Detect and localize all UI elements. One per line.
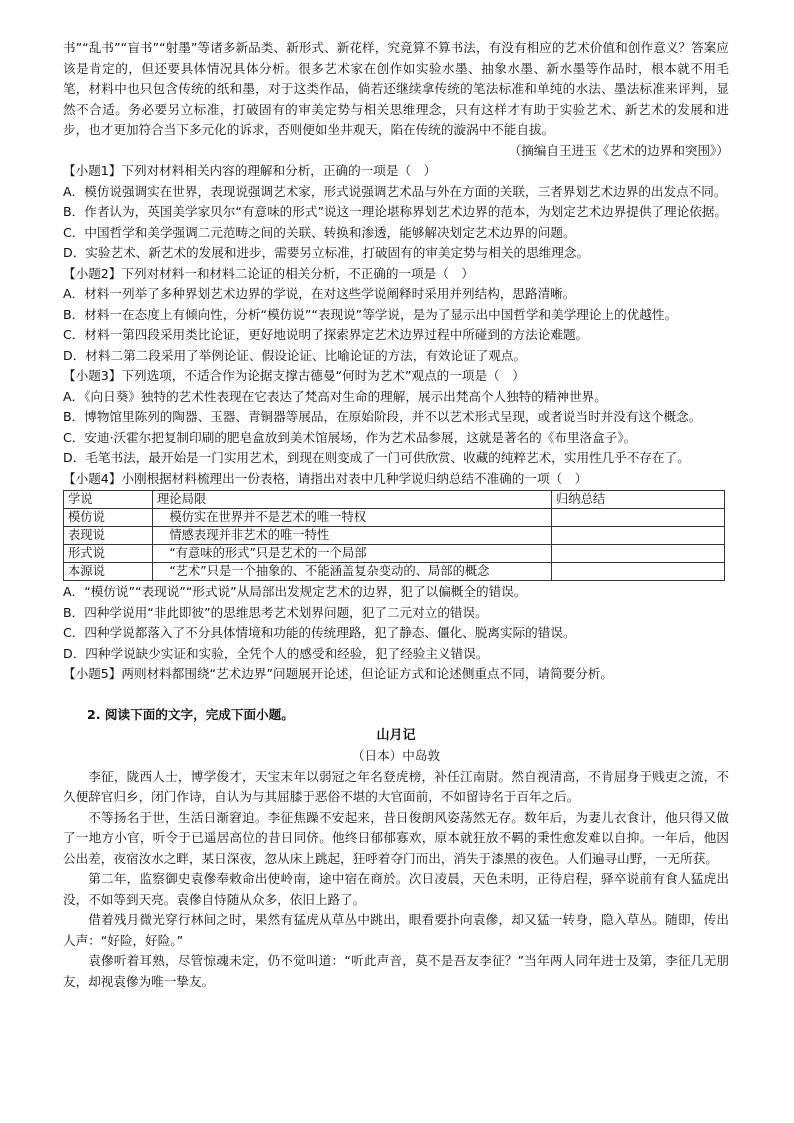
question-2-option-b[interactable]: B．材料一在态度上有倾向性，分析“模仿说”“表现说”等学说，是为了显示出中国哲学和美学理论上的优越性。 xyxy=(63,306,678,322)
question-3-option-d[interactable]: D．毛笔书法，最开始是一门实用艺术，到现在则变成了一门可供欣赏、收藏的纯粹艺术，实用性几乎不存在了。 xyxy=(63,450,690,465)
question-2-stem: 【小题2】下列对材料一和材料二论证的相关分析，不正确的一项是（ ） xyxy=(63,265,475,281)
question-4-option-d[interactable]: D．四种学说缺少实证和实验，全凭个人的感受和经验，犯了经验主义错误。 xyxy=(63,645,489,661)
table-row xyxy=(64,563,725,581)
table-cell xyxy=(153,563,552,581)
table-row xyxy=(64,509,725,527)
table-cell-answer[interactable] xyxy=(552,563,725,581)
question-1-option-b[interactable]: B．作者认为，英国美学家贝尔“有意味的形式”说这一理论堪称界划艺术边界的范本，为划定艺术边界提供了理论依据。 xyxy=(63,204,727,219)
table-cell-text: 模仿实在世界并不是艺术的唯一特权 xyxy=(169,510,367,524)
story-paragraph: 不等扬名于世，生活日渐窘迫。李征焦躁不安起来，昔日俊朗风姿荡然无存。数年后，为妻儿衣食计，他只得又做了一地方小官，听令于已遥居高位的昔日同侪。他终日郁郁寡欢，原本就狂放不羁的秉性愈发难以自抑。一年后，他因公出差，夜宿汝水之畔，某日深夜，忽从床上跳起，狂呼着夺门而出，消失于漆黑的夜色。人们遍寻山野，一无所获。 xyxy=(63,809,729,866)
table-cell-text: 情感表现并非艺术的唯一特性 xyxy=(169,528,330,542)
question-2-option-c[interactable]: C．材料一第四段采用类比论证，更好地说明了探索界定艺术边界过程中所碰到的方法论难题。 xyxy=(63,327,589,342)
question-1-option-d[interactable]: D．实验艺术、新艺术的发展和进步，需要另立标准，打破固有的审美定势与相关的思维理念。 xyxy=(63,245,590,260)
table-row xyxy=(64,545,725,563)
table-cell: 模仿说 xyxy=(64,509,153,527)
story-paragraph: 李征，陇西人士，博学俊才，天宝末年以弱冠之年名登虎榜，补任江南尉。然自视清高，不肯屈身于贱吏之流，不久便辞官归乡，闭门作诗，自认为与其屈膝于恶俗不堪的大官面前，不如留诗名于百年之后。 xyxy=(63,768,729,804)
section-spacer xyxy=(63,685,729,705)
question-2-option-a[interactable]: A．材料一列举了多种界划艺术边界的学说，在对这些学说阐释时采用并列结构，思路清晰。 xyxy=(63,286,576,301)
table-row xyxy=(64,527,725,545)
question-1-option-c[interactable]: C．中国哲学和美学强调二元范畴之间的关联、转换和渗透，能够解决划定艺术边界的问题。 xyxy=(63,224,576,240)
table-cell xyxy=(153,509,552,527)
question-3-option-a[interactable]: A．《向日葵》独特的艺术性表现在它表达了梵高对生命的理解，展示出梵高个人独特的精神世界。 xyxy=(63,388,607,404)
story-paragraph: 袁傪听着耳熟，尽管惊魂未定，仍不觉叫道：“听此声音，莫不是吾友李征？”当年两人同年进士及第，李征几无朋友，却视袁傪为唯一挚友。 xyxy=(63,953,729,989)
table-cell: 形式说 xyxy=(64,545,153,563)
question-3-option-c[interactable]: C．安迪·沃霍尔把复制印刷的肥皂盒放到美术馆展场，作为艺术品参展，这就是著名的《布里洛盒子》。 xyxy=(63,429,637,445)
question-4-stem: 【小题4】小刚根据材料梳理出一份表格，请指出对表中几种学说归纳总结不准确的一项（ ） xyxy=(63,470,588,486)
summary-table xyxy=(63,490,725,581)
passage-source: （摘编自王进玉《艺术的边界和突围》） xyxy=(508,142,729,158)
question-4-option-c[interactable]: C．四种学说都落入了不分具体情境和功能的传统理路，犯了静态、僵化、脱离实际的错误。 xyxy=(63,625,576,640)
table-cell xyxy=(153,545,552,563)
table-cell-answer[interactable] xyxy=(552,527,725,545)
table-cell-answer[interactable] xyxy=(552,545,725,563)
table-cell xyxy=(153,527,552,545)
question-2-option-d[interactable]: D．材料二第二段采用了举例论证、假设论证、比喻论证的方法，有效论证了观点。 xyxy=(63,347,527,363)
question-3-option-b[interactable]: B．博物馆里陈列的陶器、玉器、青铜器等展品，在原始阶段，并不以艺术形式呈现，或者说当时并没有这个概念。 xyxy=(63,409,702,424)
table-header-cell: 归纳总结 xyxy=(552,491,725,509)
question-1-stem: 【小题1】下列对材料相关内容的理解和分析，正确的一项是（ ） xyxy=(63,163,437,178)
question-1-option-a[interactable]: A．模仿说强调实在世界，表现说强调艺术家，形式说强调艺术品与外在方面的关联，三者界划艺术边界的出发点不同。 xyxy=(63,183,727,199)
passage-paragraph: 书”“乱书”“盲书”“射墨”等诸多新品类、新形式、新花样，究竟算不算书法，有没有相应的艺术价值和创作意义？答案应该是肯定的，但还要具体情况具体分析。很多艺术家在创作如实验水墨、抽象水墨、新水墨等作品时，根本就不用毛笔，材料中也只包含传统的纸和墨，对于这类作品，倘若还继续拿传统的笔法标准和单纯的水法、墨法标准来评判，显然不合适。务必要另立标准，打破固有的审美定势与相关思维理念，只有这样才有助于实验艺术、新艺术的发展和进步，也才更加符合当下多元化的诉求，否则便如坐井观天，陷在传统的漩涡中不能自拔。 xyxy=(63,40,729,137)
exam-page xyxy=(63,38,729,992)
question-3-stem: 【小题3】下列选项，不适合作为论据支撑古德曼“何时为艺术”观点的一项是（ ） xyxy=(63,368,525,383)
section-2-heading: 2. 阅读下面的文字，完成下面小题。 xyxy=(87,706,294,722)
story-author: （日本）中岛敦 xyxy=(351,748,441,763)
table-header-row xyxy=(64,491,725,509)
question-4-option-b[interactable]: B．四种学说用“非此即彼”的思维思考艺术划界问题，犯了二元对立的错误。 xyxy=(63,604,488,620)
table-cell-text: “艺术”只是一个抽象的、不能涵盖复杂变动的、局部的概念 xyxy=(169,564,490,578)
question-4-option-a[interactable]: A．“模仿说”“表现说”“形式说”从局部出发规定艺术的边界，犯了以偏概全的错误。 xyxy=(63,584,527,599)
story-title: 山月记 xyxy=(376,728,416,743)
question-5-stem: 【小题5】两则材料都围绕“艺术边界”问题展开论述，但论证方式和论述侧重点不同，请简要分析。 xyxy=(63,666,613,681)
story-paragraph: 第二年，监察御史袁傪奉敕命出使岭南，途中宿在商於。次日凌晨，天色未明，正待启程，驿卒说前有食人猛虎出没，不如等到天亮。袁傪自恃随从众多，依旧上路了。 xyxy=(63,871,729,907)
table-cell-text: “有意味的形式”只是艺术的一个局部 xyxy=(169,546,367,560)
table-cell-answer[interactable] xyxy=(552,509,725,527)
story-paragraph: 借着残月微光穿行林间之时，果然有猛虎从草丛中跳出，眼看要扑向袁傪，却又猛一转身，隐入草丛。随即，传出人声：“好险，好险。” xyxy=(63,912,729,948)
table-cell: 本源说 xyxy=(64,563,153,581)
table-cell: 表现说 xyxy=(64,527,153,545)
table-header-cell: 理论局限 xyxy=(153,491,552,509)
table-header-cell: 学说 xyxy=(64,491,153,509)
